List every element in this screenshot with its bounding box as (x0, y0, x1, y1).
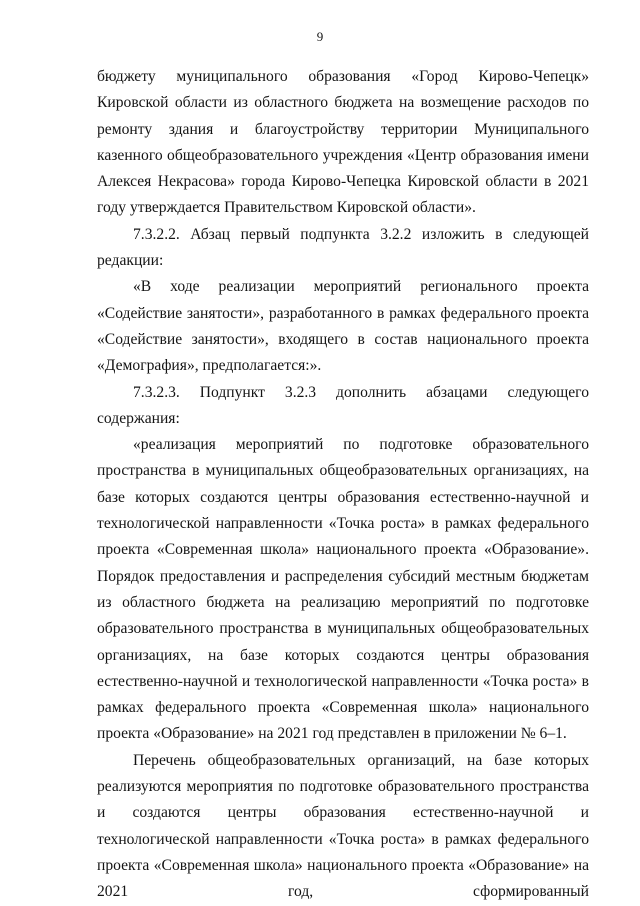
paragraph-quoted-text: «В ходе реализации мероприятий регионального проекта «Содействие занятости», разработанного в рамках федерального проекта «Содействие занятости», входящего в состав национального проекта «Демография», предполагается:». (97, 278, 589, 375)
paragraph-list-of-organizations: Перечень общеобразовательных организаций, на базе которых реализуются мероприятия по подготовке образовательного пространства и создаются центры образования естественно-научной и технологической направленности «Точка роста» в рамках федерального проекта «Современная школа» национального проекта «Образование» на 2021 год, сформированный (97, 751, 589, 901)
page-number: 9 (316, 29, 324, 44)
document-body (97, 64, 589, 906)
paragraph-continuation: бюджету муниципального образования «Город Кирово-Чепецк» Кировской области из областного бюджета на возмещение расходов по ремонту здания и благоустройству территории Муниципального казенного общеобразовательного учреждения «Центр образования имени Алексея Некрасова» города Кирово-Чепецка Кировской области в 2021 году утверждается Правительством Кировской области». (97, 68, 589, 217)
paragraph-7-3-2-2: 7.3.2.2. Абзац первый подпункта 3.2.2 изложить в следующей редакции: (97, 225, 589, 270)
paragraph-7-3-2-3: 7.3.2.3. Подпункт 3.2.3 дополнить абзацами следующего содержания: (97, 383, 589, 427)
paragraph-implementation: «реализация мероприятий по подготовке образовательного пространства в муниципальных общеобразовательных организациях, на базе которых создаются центры образования естественно-научной и технологической направленности «Точка роста» в рамках федерального проекта «Современная школа» национального проекта «Образование». Порядок предоставления и распределения субсидий местным бюджетам из областного бюджета на реализацию мероприятий по подготовке образовательного пространства в муниципальных общеобразовательных организациях, на базе которых создаются центры образования естественно-научной и технологической направленности «Точка роста» в рамках федерального проекта «Современная школа» национального проекта «Образование» на 2021 год представлен в приложении № 6–1. (97, 436, 589, 743)
